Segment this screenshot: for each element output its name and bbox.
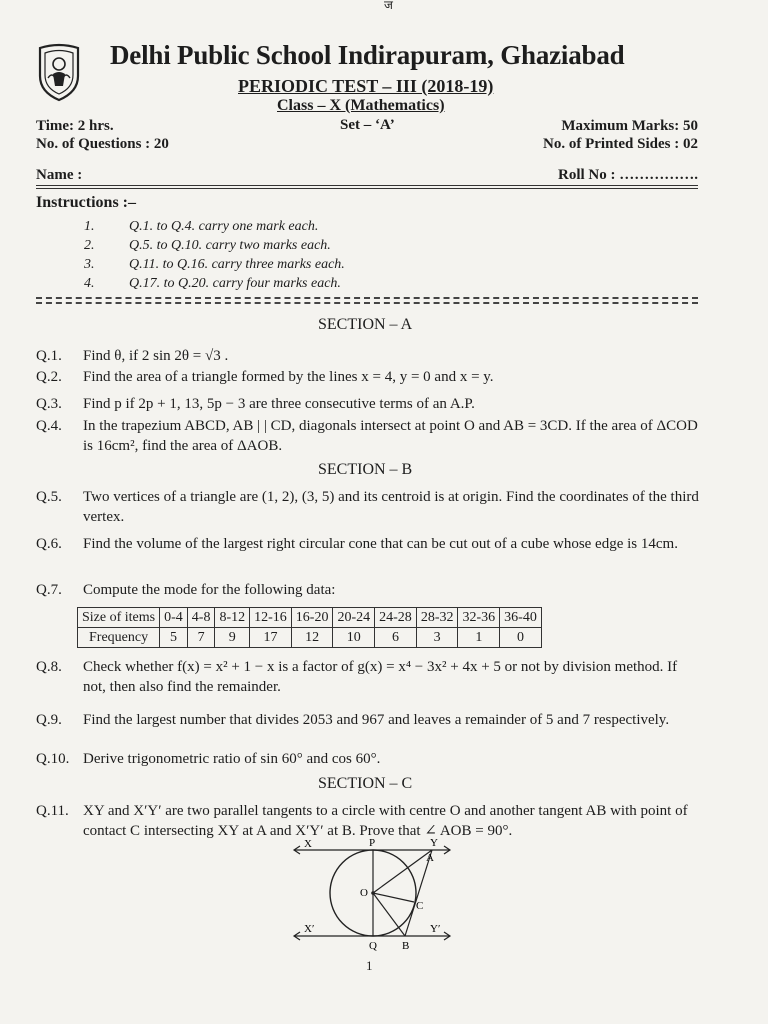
table-cell: 5 xyxy=(160,628,188,648)
instruction-item: 1. Q.1. to Q.4. carry one mark each. xyxy=(84,219,319,234)
table-cell: 4-8 xyxy=(187,608,215,628)
printed-sides: No. of Printed Sides : 02 xyxy=(543,136,698,152)
label-c: C xyxy=(416,900,424,912)
school-logo xyxy=(36,42,82,102)
table-cell: 3 xyxy=(416,628,458,648)
header-rule xyxy=(36,185,698,186)
max-marks: Maximum Marks: 50 xyxy=(561,118,698,134)
separator xyxy=(36,297,698,299)
question-10: Q.10. Derive trigonometric ratio of sin 60° and cos 60°. xyxy=(36,751,381,767)
instruction-item: 3. Q.11. to Q.16. carry three marks each. xyxy=(84,257,345,272)
table-cell: Frequency xyxy=(78,628,160,648)
question-8: Q.8. Check whether f(x) = x² + 1 − x is a factor of g(x) = x⁴ − 3x² + 4x + 5 or not by division method. If not, then also find the remainder. xyxy=(36,659,678,695)
school-name: Delhi Public School Indirapuram, Ghaziabad xyxy=(110,40,625,70)
page-number: 1 xyxy=(366,958,373,973)
frequency-table xyxy=(77,607,542,648)
table-cell: 1 xyxy=(458,628,500,648)
label-p: P xyxy=(369,837,376,849)
time-label: Time: 2 hrs. xyxy=(36,118,114,134)
instruction-item: 4. Q.17. to Q.20. carry four marks each. xyxy=(84,276,341,291)
section-a-heading: SECTION – A xyxy=(318,316,413,333)
label-o: O xyxy=(360,887,368,899)
label-y-prime: Y′ xyxy=(430,923,441,935)
table-cell: 7 xyxy=(187,628,215,648)
table-cell: 9 xyxy=(215,628,250,648)
table-cell: 32-36 xyxy=(458,608,500,628)
tangent-figure xyxy=(290,836,460,956)
table-cell: Size of items xyxy=(78,608,160,628)
set-label: Set – ‘A’ xyxy=(340,117,395,133)
label-a: A xyxy=(426,852,434,864)
table-cell: 20-24 xyxy=(333,608,375,628)
question-2: Q.2. Find the area of a triangle formed by the lines x = 4, y = 0 and x = y. xyxy=(36,369,494,385)
question-9: Q.9. Find the largest number that divides 2053 and 967 and leaves a remainder of 5 and 7 respectively. xyxy=(36,712,670,728)
table-cell: 12 xyxy=(291,628,333,648)
top-mark: ज xyxy=(384,0,393,12)
table-cell: 17 xyxy=(250,628,292,648)
class-line: Class – X (Mathematics) xyxy=(277,97,445,114)
table-row xyxy=(78,608,542,628)
label-x-prime: X′ xyxy=(304,923,315,935)
test-name: PERIODIC TEST – III (2018-19) xyxy=(238,76,494,96)
question-6: Q.6. Find the volume of the largest right circular cone that can be cut out of a cube whose edge is 14cm. xyxy=(36,536,678,552)
label-x: X xyxy=(304,838,312,850)
question-4: Q.4. In the trapezium ABCD, AB | | CD, diagonals intersect at point O and AB = 3CD. If the area of ΔCOD is 16cm², find the area of ΔAOB. xyxy=(36,418,698,454)
question-1: Q.1. Find θ, if 2 sin 2θ = √3 . xyxy=(36,348,229,364)
table-cell: 10 xyxy=(333,628,375,648)
section-b-heading: SECTION – B xyxy=(318,461,413,478)
section-c-heading: SECTION – C xyxy=(318,775,413,792)
instructions-title: Instructions :– xyxy=(36,194,137,211)
table-cell: 0-4 xyxy=(160,608,188,628)
instruction-item: 2. Q.5. to Q.10. carry two marks each. xyxy=(84,238,331,253)
table-cell: 12-16 xyxy=(250,608,292,628)
table-row xyxy=(78,628,542,648)
table-cell: 8-12 xyxy=(215,608,250,628)
header-rule-2 xyxy=(36,188,698,189)
roll-label: Roll No : ……………. xyxy=(558,167,698,183)
school-crest-icon xyxy=(36,42,82,102)
circle-tangent-diagram xyxy=(290,836,460,956)
table-cell: 16-20 xyxy=(291,608,333,628)
label-q: Q xyxy=(369,940,377,952)
num-questions: No. of Questions : 20 xyxy=(36,136,169,152)
question-11: Q.11. XY and X′Y′ are two parallel tangents to a circle with centre O and another tangent AB with point of contact C intersecting XY at A and X′Y′ at B. Prove that ∠ AOB = 90°. xyxy=(36,803,688,839)
table-cell: 24-28 xyxy=(375,608,417,628)
question-3: Q.3. Find p if 2p + 1, 13, 5p − 3 are three consecutive terms of an A.P. xyxy=(36,396,475,412)
table-cell: 6 xyxy=(375,628,417,648)
table-cell: 0 xyxy=(500,628,542,648)
label-y: Y xyxy=(430,837,438,849)
separator-2 xyxy=(36,302,698,304)
table-cell: 36-40 xyxy=(500,608,542,628)
name-label: Name : xyxy=(36,167,83,183)
question-7: Q.7. Compute the mode for the following data: xyxy=(36,582,336,598)
table-cell: 28-32 xyxy=(416,608,458,628)
label-b: B xyxy=(402,940,410,952)
question-5: Q.5. Two vertices of a triangle are (1, 2), (3, 5) and its centroid is at origin. Find the coordinates of the third vertex. xyxy=(36,489,699,525)
